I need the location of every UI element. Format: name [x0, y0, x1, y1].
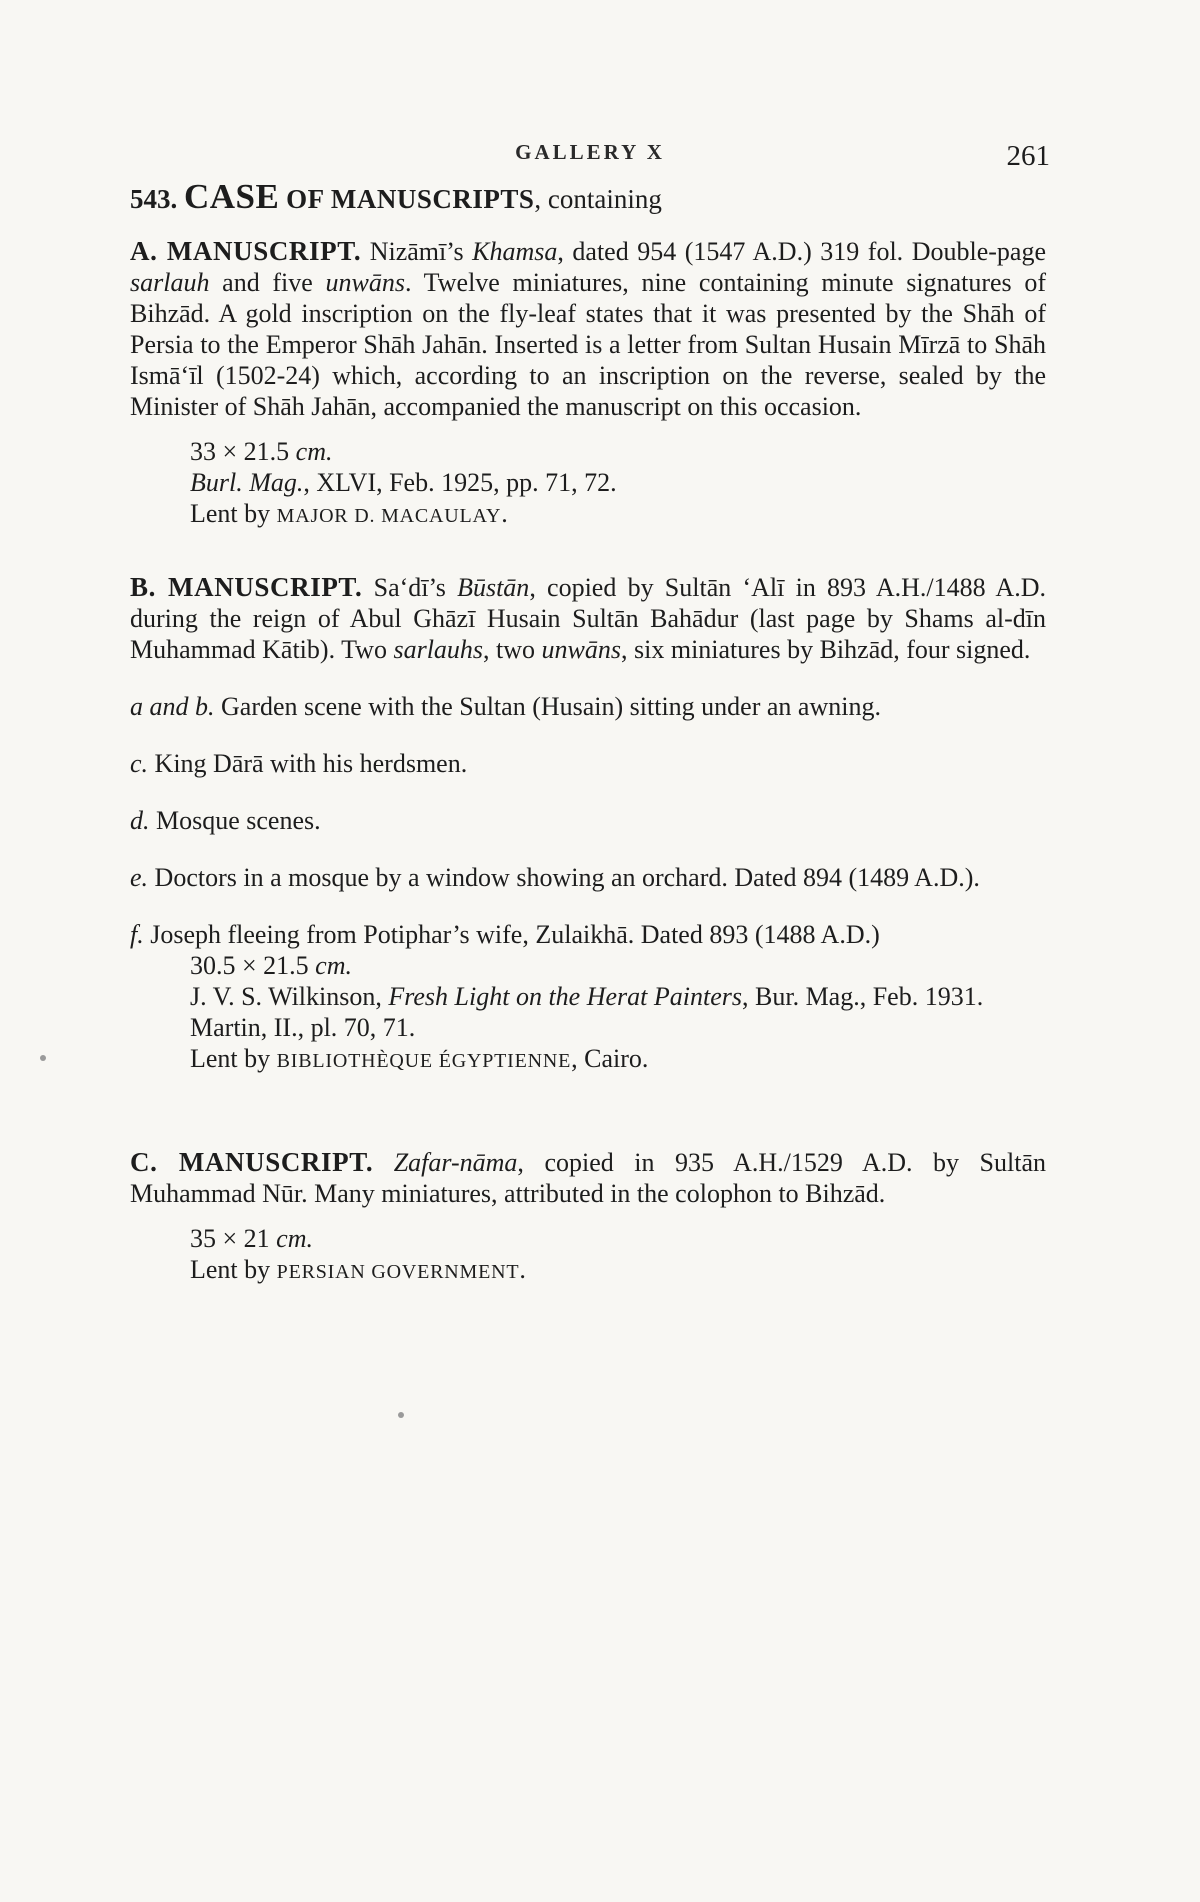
section-a-intro: Nizāmī’s: [361, 237, 473, 266]
section-a-term-2: unwāns: [325, 268, 405, 297]
running-title: GALLERY X: [515, 140, 665, 164]
section-c-lender: PERSIAN GOVERNMENT: [276, 1261, 520, 1283]
entry-number: 543.: [130, 184, 178, 214]
section-a-description: [130, 236, 1046, 422]
miniature-item: [130, 691, 1046, 722]
miniature-item: [130, 862, 1046, 893]
miniature-item: [130, 919, 1046, 950]
section-a-label: A. MANUSCRIPT.: [130, 236, 362, 266]
miniature-item: [130, 748, 1046, 779]
entry-title: OF MANUSCRIPTS: [286, 184, 535, 214]
paper-speck: [398, 1412, 404, 1418]
miniature-item-label: f.: [130, 920, 144, 949]
miniature-item: [130, 805, 1046, 836]
section-a-lender: MAJOR D. MACAULAY: [276, 505, 502, 527]
section-b-dimensions: [130, 950, 1046, 981]
miniature-item-label: a and b.: [130, 692, 215, 721]
section-b-reference-1: [130, 981, 1046, 1012]
section-a-text-2: and five: [209, 268, 326, 297]
section-b-lender: BIBLIOTHÈQUE ÉGYPTIENNE: [276, 1050, 572, 1072]
section-c-dim-value: 35 × 21: [190, 1224, 277, 1253]
entry-case-word: CASE: [184, 177, 280, 216]
section-c-dim-unit: cm.: [276, 1224, 313, 1253]
miniature-item-label: e.: [130, 863, 149, 892]
entry-heading: [130, 178, 1046, 218]
miniature-item-text: King Dārā with his herdsmen.: [148, 749, 468, 778]
section-c-title: Zafar-nāma: [393, 1148, 518, 1177]
section-a-dim-value: 33 × 21.5: [190, 437, 296, 466]
paper-speck: [40, 1055, 46, 1061]
section-a-lent-prefix: Lent by: [190, 499, 277, 528]
section-b-lent-suffix: , Cairo.: [571, 1044, 649, 1073]
section-a-dimensions: [130, 436, 1046, 467]
miniature-item-label: d.: [130, 806, 150, 835]
section-b-lent-prefix: Lent by: [190, 1044, 277, 1073]
section-a-ref-rest: , XLVI, Feb. 1925, pp. 71, 72.: [303, 468, 617, 497]
section-b-ref1-title: Fresh Light on the Herat Painters: [388, 982, 742, 1011]
section-a-dim-unit: cm.: [295, 437, 333, 466]
section-b-intro: Sa‘dī’s: [362, 573, 458, 602]
page-content: [130, 178, 1046, 1288]
entry-title-tail: , containing: [534, 184, 662, 214]
section-c-lent-prefix: Lent by: [190, 1255, 277, 1284]
section-c-label: C. MANUSCRIPT.: [130, 1147, 374, 1177]
section-a-ref-journal: Burl. Mag.: [190, 468, 304, 497]
miniature-item-text: Joseph fleeing from Potiphar’s wife, Zulaikhā. Dated 893 (1488 A.D.): [143, 920, 880, 949]
miniature-item-text: Doctors in a mosque by a window showing an orchard. Dated 894 (1489 A.D.).: [148, 863, 980, 892]
section-b-lent-by: [130, 1043, 1046, 1077]
section-b-term-2: unwāns: [541, 635, 621, 664]
miniature-item-text: Mosque scenes.: [149, 806, 321, 835]
section-c-text-1: , copied in 935 A.H./1529 A.D. by Sultān Muhammad Nūr. Many miniatures, attributed in the colophon to Bihzād.: [130, 1148, 1047, 1208]
page-header: [130, 140, 1050, 174]
section-a-title: Khamsa: [472, 237, 558, 266]
section-b-dim-unit: cm.: [315, 951, 352, 980]
page-number: 261: [1006, 140, 1050, 172]
section-b-text-1: , copied by Sultān ‘Alī in 893 A.H./1488 A.D. during the reign of Abul Ghāzī Husain Sultān Bahādur (last page by Shams al-dīn Muhammad Kātib). Two: [130, 573, 1046, 664]
section-c-lent-suffix: .: [519, 1255, 526, 1284]
miniature-item-label: c.: [130, 749, 149, 778]
section-a-lent-suffix: .: [501, 499, 508, 528]
section-b-title: Būstān: [457, 573, 530, 602]
section-b-ref1-author: J. V. S. Wilkinson,: [190, 982, 389, 1011]
section-c-dimensions: [130, 1223, 1046, 1254]
section-b-text-3: , six miniatures by Bihzād, four signed.: [621, 635, 1031, 664]
section-c-description: [130, 1147, 1046, 1209]
section-b-ref1-rest: , Bur. Mag., Feb. 1931.: [742, 982, 984, 1011]
miniature-item-text: Garden scene with the Sultan (Husain) sitting under an awning.: [214, 692, 881, 721]
section-a-reference: [130, 467, 1046, 498]
section-b-term-1: sarlauhs: [393, 635, 484, 664]
section-b-text-2: , two: [483, 635, 542, 664]
section-c-lent-by: [130, 1254, 1046, 1288]
section-b-reference-2: Martin, II., pl. 70, 71.: [190, 1013, 416, 1042]
section-a-lent-by: [130, 498, 1046, 532]
section-a-text-3: . Twelve miniatures, nine containing minute signatures of Bihzād. A gold inscription on the fly-leaf states that it was presented by the Shāh of Persia to the Emperor Shāh Jahān. Inserted is a letter from Sultan Husain Mīrzā to Shāh Ismā‘īl (1502-24) which, according to an inscription on the reverse, sealed by the Minister of Shāh Jahān, accompanied the manuscript on this occasion.: [130, 268, 1047, 421]
section-b-dim-value: 30.5 × 21.5: [190, 951, 316, 980]
section-b-description: [130, 572, 1046, 665]
section-a-term-1: sarlauh: [130, 268, 210, 297]
section-a-text-1: , dated 954 (1547 A.D.) 319 fol. Double-page: [557, 237, 1046, 266]
section-b-label: B. MANUSCRIPT.: [130, 572, 363, 602]
